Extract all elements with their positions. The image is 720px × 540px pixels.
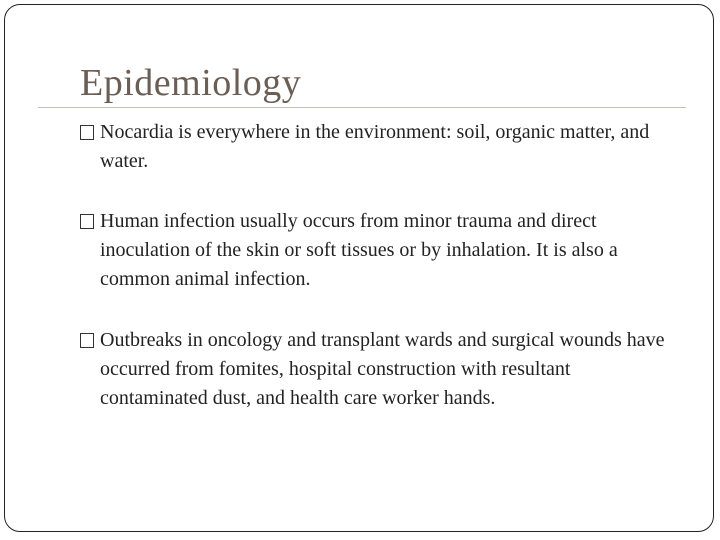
bullet-text: Outbreaks in oncology and transplant wards and surgical wounds have occurred from fomites, hospital construction with resultant contaminated dust, and health care worker hands. bbox=[100, 329, 665, 409]
title-divider bbox=[38, 107, 686, 108]
bullet-list bbox=[80, 118, 680, 413]
bullet-square-icon bbox=[80, 125, 94, 140]
bullet-item bbox=[80, 118, 680, 176]
bullet-text: Nocardia is everywhere in the environment: soil, organic matter, and water. bbox=[100, 121, 650, 172]
bullet-item bbox=[80, 207, 680, 294]
bullet-text: Human infection usually occurs from minor trauma and direct inoculation of the skin or soft tissues or by inhalation. It is also a common animal infection. bbox=[100, 210, 618, 290]
slide-title: Epidemiology bbox=[80, 62, 302, 104]
bullet-square-icon bbox=[80, 214, 94, 229]
bullet-item bbox=[80, 326, 680, 413]
bullet-square-icon bbox=[80, 333, 94, 348]
